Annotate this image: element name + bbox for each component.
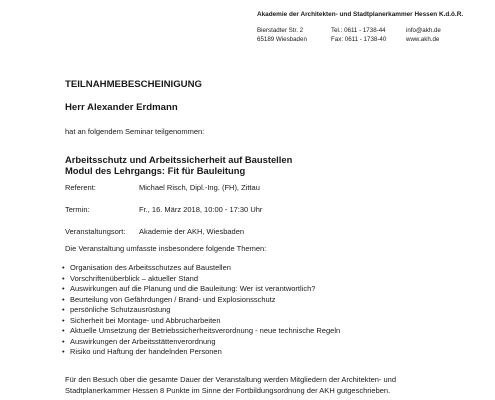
contact-block	[406, 27, 441, 44]
speaker-label: Referent:	[65, 183, 96, 192]
list-item: • Aktuelle Umsetzung der Betriebssicherheitsverordnung - neue technische Regeln	[62, 326, 340, 337]
venue-label: Veranstaltungsort:	[65, 227, 126, 236]
credit-note-line1: Für den Besuch über die gesamte Dauer der Veranstaltung werden Mitgliedern der Architekten- und	[65, 375, 397, 384]
address-block	[257, 27, 307, 44]
organization-name: Akademie der Architekten- und Stadtplanerkammer Hessen K.d.ö.R.	[257, 11, 464, 18]
list-item: • Vorschriftenüberblick – aktueller Stand	[62, 274, 340, 285]
address-city: 65189 Wiesbaden	[257, 35, 307, 43]
date-label: Termin:	[65, 205, 90, 214]
list-item: • persönliche Schutzausrüstung	[62, 305, 340, 316]
list-item: • Organisation des Arbeitsschutzes auf Baustellen	[62, 263, 340, 274]
email-link[interactable]: info@akh.de	[406, 27, 441, 34]
seminar-title	[65, 154, 292, 176]
phone-number: Tel.: 0611 - 1738-44	[331, 27, 386, 34]
speaker-value: Michael Risch, Dipl.-Ing. (FH), Zittau	[139, 183, 260, 192]
seminar-title-line2: Modul des Lehrgangs: Fit für Bauleitung	[65, 165, 246, 176]
venue-value: Akademie der AKH, Wiesbaden	[139, 227, 245, 236]
list-item: • Beurteilung von Gefährdungen / Brand- und Explosionsschutz	[62, 295, 340, 306]
fax-number: Fax: 0611 - 1738-40	[331, 35, 387, 43]
document-title: TEILNAHMEBESCHEINIGUNG	[65, 79, 202, 90]
topics-list	[62, 263, 340, 358]
credit-note-line2: Stadtplanerkammer Hessen 8 Punkte im Sinne der Fortbildungsordnung der AKH gutgeschrieben.	[65, 385, 391, 395]
list-item: • Sicherheit bei Montage- und Abbrucharbeiten	[62, 316, 340, 327]
date-value: Fr., 16. März 2018, 10:00 - 17:30 Uhr	[139, 205, 263, 214]
topics-intro: Die Veranstaltung umfasste insbesondere folgende Themen:	[65, 244, 267, 253]
intro-text: hat an folgendem Seminar teilgenommen:	[65, 127, 205, 136]
recipient-name: Herr Alexander Erdmann	[65, 102, 178, 113]
list-item: • Auswirkungen der Arbeitsstättenverordnung	[62, 337, 340, 348]
phone-fax-block	[331, 27, 386, 44]
address-street: Bierstadter Str. 2	[257, 27, 304, 34]
credit-points-note	[65, 375, 396, 396]
website-link[interactable]: www.akh.de	[406, 35, 440, 43]
list-item: • Risiko und Haftung der handelnden Personen	[62, 347, 340, 358]
seminar-title-line1: Arbeitsschutz und Arbeitssicherheit auf Baustellen	[65, 154, 293, 165]
list-item: • Auswirkungen auf die Planung und die Bauleitung: Wer ist verantwortlich?	[62, 284, 340, 295]
